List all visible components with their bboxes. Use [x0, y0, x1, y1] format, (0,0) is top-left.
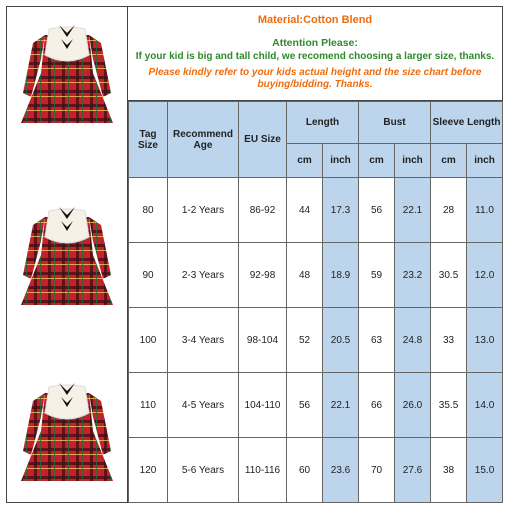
cell-age: 2-3 Years [168, 243, 239, 308]
cell-length-cm: 48 [287, 243, 323, 308]
cell-sleeve-inch: 12.0 [467, 243, 503, 308]
size-chart-table [128, 101, 503, 503]
header-unit-cm: cm [359, 144, 395, 178]
cell-sleeve-inch: 13.0 [467, 308, 503, 373]
cell-sleeve-cm: 28 [431, 178, 467, 243]
dress-photo [15, 373, 119, 491]
cell-tag-size: 110 [129, 373, 168, 438]
cell-eu-size: 110-116 [239, 438, 287, 503]
header-unit-inch: inch [467, 144, 503, 178]
product-notes [128, 7, 502, 101]
cell-sleeve-cm: 30.5 [431, 243, 467, 308]
cell-bust-inch: 24.8 [395, 308, 431, 373]
cell-length-inch: 20.5 [323, 308, 359, 373]
cell-bust-cm: 63 [359, 308, 395, 373]
attention-title: Attention Please: [272, 37, 358, 49]
table-row [129, 178, 503, 243]
cell-sleeve-cm: 33 [431, 308, 467, 373]
cell-bust-cm: 70 [359, 438, 395, 503]
cell-length-cm: 44 [287, 178, 323, 243]
cell-sleeve-inch: 14.0 [467, 373, 503, 438]
header-unit-cm: cm [287, 144, 323, 178]
table-row [129, 308, 503, 373]
cell-bust-inch: 22.1 [395, 178, 431, 243]
cell-age: 4-5 Years [168, 373, 239, 438]
cell-tag-size: 120 [129, 438, 168, 503]
cell-eu-size: 98-104 [239, 308, 287, 373]
table-row [129, 243, 503, 308]
header-eu-size: EU Size [239, 102, 287, 178]
header-bust: Bust [359, 102, 431, 144]
product-photos [7, 7, 128, 502]
cell-tag-size: 100 [129, 308, 168, 373]
cell-length-cm: 52 [287, 308, 323, 373]
header-length: Length [287, 102, 359, 144]
cell-bust-inch: 23.2 [395, 243, 431, 308]
cell-sleeve-cm: 35.5 [431, 373, 467, 438]
cell-length-cm: 60 [287, 438, 323, 503]
cell-length-inch: 23.6 [323, 438, 359, 503]
cell-bust-inch: 26.0 [395, 373, 431, 438]
header-tag-size: Tag Size [129, 102, 168, 178]
cell-length-cm: 56 [287, 373, 323, 438]
table-row [129, 373, 503, 438]
cell-age: 3-4 Years [168, 308, 239, 373]
cell-eu-size: 92-98 [239, 243, 287, 308]
cell-tag-size: 80 [129, 178, 168, 243]
cell-sleeve-inch: 11.0 [467, 178, 503, 243]
cell-eu-size: 86-92 [239, 178, 287, 243]
size-chart-advice: Please kindly refer to your kids actual height and the size chart before buying/bidding. Thanks. [148, 67, 482, 90]
header-sleeve-length: Sleeve Length [431, 102, 503, 144]
cell-bust-cm: 66 [359, 373, 395, 438]
dress-photo [15, 15, 119, 133]
cell-age: 5-6 Years [168, 438, 239, 503]
cell-sleeve-inch: 15.0 [467, 438, 503, 503]
cell-length-inch: 18.9 [323, 243, 359, 308]
cell-bust-cm: 59 [359, 243, 395, 308]
dress-photo [15, 197, 119, 315]
cell-sleeve-cm: 38 [431, 438, 467, 503]
header-unit-cm: cm [431, 144, 467, 178]
cell-length-inch: 22.1 [323, 373, 359, 438]
cell-bust-cm: 56 [359, 178, 395, 243]
table-row [129, 438, 503, 503]
cell-age: 1-2 Years [168, 178, 239, 243]
attention-body: If your kid is big and tall child, we recomend choosing a larger size, thanks. [135, 51, 495, 62]
cell-length-inch: 17.3 [323, 178, 359, 243]
header-unit-inch: inch [323, 144, 359, 178]
header-recommend-age: Recommend Age [168, 102, 239, 178]
material-label: Material:Cotton Blend [257, 14, 373, 26]
cell-bust-inch: 27.6 [395, 438, 431, 503]
size-chart-frame [6, 6, 503, 503]
cell-tag-size: 90 [129, 243, 168, 308]
header-unit-inch: inch [395, 144, 431, 178]
cell-eu-size: 104-110 [239, 373, 287, 438]
